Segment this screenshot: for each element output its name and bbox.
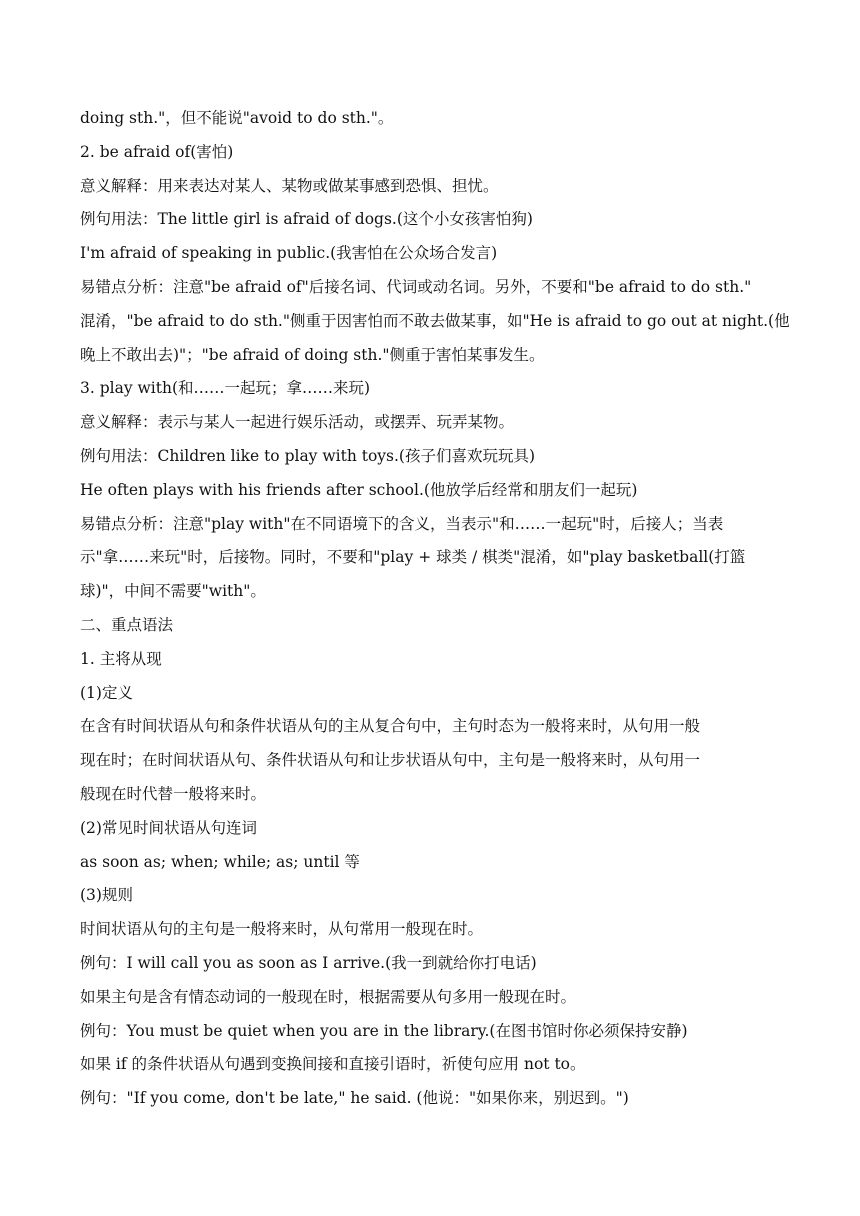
text-line: as soon as; when; while; as; until 等	[80, 852, 360, 871]
text-line: 例句："If you come, don't be late," he said. (他说："如果你来，别迟到。")	[80, 1089, 629, 1108]
text-line: 混淆，"be afraid to do sth."侧重于因害怕而不敢去做某事，如"He is afraid to go out at night.(他	[80, 311, 790, 330]
text-line: 意义解释：用来表达对某人、某物或做某事感到恐惧、担忧。	[80, 176, 499, 195]
text-line: 示"拿……来玩"时，后接物。同时，不要和"play + 球类 / 棋类"混淆，如"play basketball(打篮	[80, 548, 746, 567]
section-heading: 2. be afraid of(害怕)	[80, 142, 234, 161]
section-heading: 二、重点语法	[80, 615, 174, 634]
text-line: 意义解释：表示与某人一起进行娱乐活动，或摆弄、玩弄某物。	[80, 413, 515, 432]
section-heading: 3. play with(和……一起玩；拿……来玩)	[80, 379, 371, 398]
text-line: 易错点分析：注意"play with"在不同语境下的含义，当表示"和……一起玩"时，后接人；当表	[80, 514, 724, 533]
text-line: doing sth."，但不能说"avoid to do sth."。	[80, 109, 394, 127]
text-line: I'm afraid of speaking in public.(我害怕在公众场合发言)	[80, 244, 498, 263]
text-line: He often plays with his friends after school.(他放学后经常和朋友们一起玩)	[80, 480, 638, 499]
text-line: 现在时；在时间状语从句、条件状语从句和让步状语从句中，主句是一般将来时，从句用一	[80, 751, 701, 770]
text-line: 如果主句是含有情态动词的一般现在时，根据需要从句多用一般现在时。	[80, 987, 577, 1006]
text-line: 在含有时间状语从句和条件状语从句的主从复合句中，主句时态为一般将来时，从句用一般	[80, 717, 701, 736]
text-line: 般现在时代替一般将来时。	[80, 784, 267, 803]
subsection-heading: (2)常见时间状语从句连词	[80, 818, 257, 837]
text-line: 例句用法：Children like to play with toys.(孩子们喜欢玩玩具)	[80, 446, 536, 465]
text-line: 时间状语从句的主句是一般将来时，从句常用一般现在时。	[80, 920, 484, 939]
text-line: 易错点分析：注意"be afraid of"后接名词、代词或动名词。另外，不要和"be afraid to do sth."	[80, 277, 752, 296]
subsection-heading: (3)规则	[80, 886, 133, 905]
text-line: 例句：You must be quiet when you are in the library.(在图书馆时你必须保持安静)	[80, 1021, 688, 1040]
text-line: 例句：I will call you as soon as I arrive.(我一到就给你打电话)	[80, 953, 537, 972]
text-line: 例句用法：The little girl is afraid of dogs.(这个小女孩害怕狗)	[80, 210, 533, 229]
subsection-heading: (1)定义	[80, 683, 133, 702]
text-line: 晚上不敢出去)"；"be afraid of doing sth."侧重于害怕某事发生。	[80, 345, 545, 364]
text-line: 球)"，中间不需要"with"。	[80, 582, 266, 601]
text-line: 如果 if 的条件状语从句遇到变换间接和直接引语时，祈使句应用 not to。	[80, 1055, 586, 1074]
section-heading: 1. 主将从现	[80, 649, 162, 668]
